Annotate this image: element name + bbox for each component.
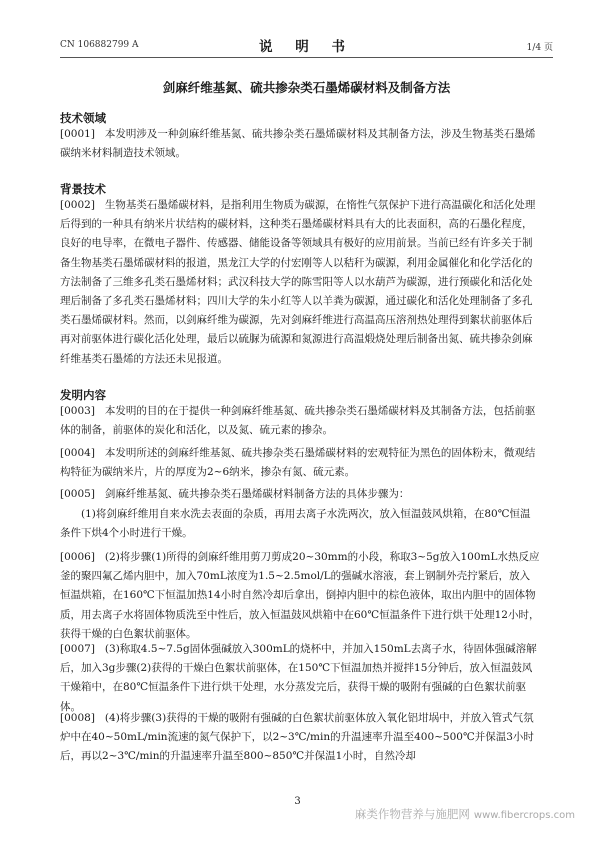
paragraph-text: 生物基类石墨烯碳材料，是指利用生物质为碳源，在惰性气氛保护下进行高温碳化和活化处理后得到的一种具有纳米片状结构的碳材料，这种类石墨烯碳材料具有大的比表面积，高的石墨化程度，良好的电导率，在微电子器件、传感器、储能设备等领域具有极好的应用前景。当前已经有许多关于制备生物基类石墨烯碳材料的报道，黑龙江大学的付宏刚等人以秸秆为碳源，利用金属催化和化学活化的方法制备了三维多孔类石墨烯材料；武汉科技大学的陈雪阳等人以水葫芦为碳源，进行预碳化和活化处理后制备了多孔类石墨烯材料；四川大学的朱小红等人以羊粪为碳源，通过碳化和活化处理制备了多孔类石墨烯碳材料。然而，以剑麻纤维为碳源，先对剑麻纤维进行高温高压溶剂热处理得到絮状前驱体后再对前驱体进行碳化活化处理，最后以硫脲为硫源和氮源进行高温煅烧处理后制备出氮、硫共掺杂剑麻纤维基类石墨烯的方法还未见报道。 [60,199,536,365]
paragraph-step-1 [60,505,540,543]
section-heading-summary: 发明内容 [60,388,106,402]
paragraph-text: (2)将步骤(1)所得的剑麻纤维用剪刀剪成20~30mm的小段，称取3~5g放入100mL水热反应釜的聚四氟乙烯内胆中，加入70mL浓度为1.5~2.5mol/L的强碱水溶液，套上钢制外壳拧紧后，放入恒温烘箱，在160℃下恒温加热14小时自然冷却后拿出，倒掉内胆中的棕色液体，取出内胆中的固体物质，用去离子水将固体物质洗至中性后，放入恒温鼓风烘箱中在60℃恒温条件下进行烘干处理12小时，获得干燥的白色絮状前驱体。 [60,551,540,640]
paragraph-text: 本发明的目的在于提供一种剑麻纤维基氮、硫共掺杂类石墨烯碳材料及其制备方法，包括前驱体的制备，前驱体的炭化和活化，以及氮、硫元素的掺杂。 [60,405,536,437]
paragraph-number: [0004] [60,447,95,459]
watermark [355,806,575,822]
paragraph-number: [0001] [60,128,95,140]
section-heading-technical-field: 技术领域 [60,111,106,125]
paragraph-number: [0008] [60,712,95,724]
watermark-url: www.fibercrops.com [473,810,575,821]
paragraph-0002 [60,196,540,369]
document-title: 剑麻纤维基氮、硫共掺杂类石墨烯碳材料及制备方法 [162,80,451,95]
paragraph-number: [0002] [60,199,95,211]
page-number: 3 [294,796,301,807]
paragraph-text: 剑麻纤维基氮、硫共掺杂类石墨烯碳材料制备方法的具体步骤为： [104,488,410,500]
publication-number: CN 106882799 A [60,40,139,50]
paragraph-number: [0006] [60,551,95,563]
paragraph-0003 [60,402,540,440]
paragraph-0006 [60,548,540,644]
document-type-title: 说 明 书 [259,39,354,55]
paragraph-number: [0005] [60,488,95,500]
paragraph-0005 [60,485,540,504]
paragraph-0004 [60,444,540,482]
paragraph-text: (3)称取4.5~7.5g固体强碱放入300mL的烧杯中，并加入150mL去离子水，待固体强碱溶解后，加入3g步骤(2)获得的干燥白色絮状前驱体，在150℃下恒温加热并搅拌15分钟后，放入恒温鼓风干燥箱中，在80℃恒温条件下进行烘干处理，水分蒸发完后，获得干燥的吸附有强碱的白色絮状前驱体。 [60,643,537,713]
paragraph-text: (4)将步骤(3)获得的干燥的吸附有强碱的白色絮状前驱体放入氧化铝坩埚中，并放入管式气氛炉中在40~50mL/min流速的氮气保护下，以2~3℃/min的升温速率升温至400~500℃并保温3小时后，再以2~3℃/min的升温速率升温至800~850℃并保温1小时，自然冷却 [60,712,534,763]
paragraph-number: [0007] [60,643,95,655]
paragraph-number: [0003] [60,405,95,417]
paragraph-text: 本发明所述的剑麻纤维基氮、硫共掺杂类石墨烯碳材料的宏观特征为黑色的固体粉末，微观结构特征为碳纳米片，片的厚度为2~6纳米，掺杂有氮、硫元素。 [60,447,536,479]
watermark-text: 麻类作物营养与施肥网 [354,807,470,821]
page-header [60,34,553,56]
section-heading-background: 背景技术 [60,182,106,196]
paragraph-0007 [60,640,540,717]
paragraph-text: (1)将剑麻纤维用自来水洗去表面的杂质，再用去离子水洗两次，放入恒温鼓风烘箱，在80℃恒温条件下烘4个小时进行干燥。 [60,508,531,540]
header-divider [60,57,553,58]
paragraph-text: 本发明涉及一种剑麻纤维基氮、硫共掺杂类石墨烯碳材料及其制备方法，涉及生物基类石墨烯碳纳米材料制造技术领域。 [60,128,536,160]
paragraph-0001 [60,125,540,163]
paragraph-0008 [60,709,540,767]
page-of-count: 1/4 页 [526,43,553,53]
